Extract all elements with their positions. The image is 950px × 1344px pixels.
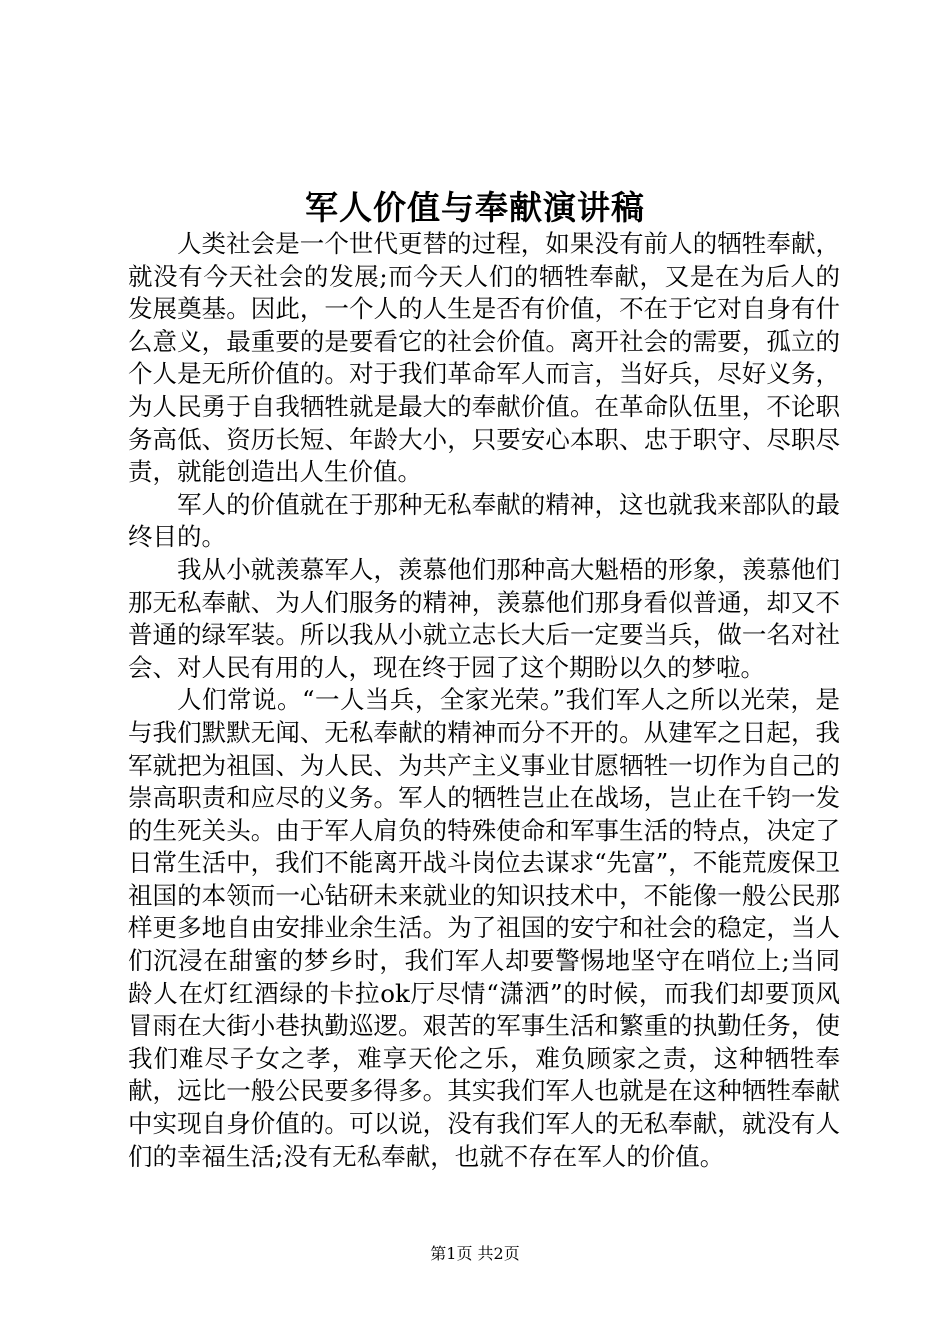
paragraph-4: 人们常说。“一人当兵，全家光荣。”我们军人之所以光荣，是与我们默默无闻、无私奉献的精神而分不开的。从建军之日起，我军就把为祖国、为人民、为共产主义事业甘愿牺牲一切作为自己的崇高职责和应尽的义务。军人的牺牲岂止在战场，岂止在千钧一发的生死关头。由于军人肩负的特殊使命和军事生活的特点，决定了日常生活中，我们不能离开战斗岗位去谋求“先富”，不能荒废保卫祖国的本领而一心钻研未来就业的知识技术中，不能像一般公民那样更多地自由安排业余生活。为了祖国的安宁和社会的稳定，当人们沉浸在甜蜜的梦乡时，我们军人却要警惕地坚守在哨位上;当同龄人在灯红酒绿的卡拉ok厅尽情“潇洒”的时候，而我们却要顶风冒雨在大街小巷执勤巡逻。艰苦的军事生活和繁重的执勤任务，使我们难尽子女之孝，难享天伦之乐，难负顾家之责，这种牺牲奉献，远比一般公民要多得多。其实我们军人也就是在这种牺牲奉献中实现自身价值的。可以说，没有我们军人的无私奉献，就没有人们的幸福生活;没有无私奉献，也就不存在军人的价值。: [128, 685, 840, 1171]
document-title: 军人价值与奉献演讲稿: [305, 188, 645, 227]
document-body: [128, 228, 840, 1173]
paragraph-1: 人类社会是一个世代更替的过程，如果没有前人的牺牲奉献，就没有今天社会的发展;而今天人们的牺牲奉献，又是在为后人的发展奠基。因此，一个人的人生是否有价值，不在于它对自身有什么意义，最重要的是要看它的社会价值。离开社会的需要，孤立的个人是无所价值的。对于我们革命军人而言，当好兵，尽好义务，为人民勇于自我牺牲就是最大的奉献价值。在革命队伍里，不论职务高低、资历长短、年龄大小，只要安心本职、忠于职守、尽职尽责，就能创造出人生价值。: [128, 229, 840, 487]
paragraph-3: 我从小就羡慕军人，羡慕他们那种高大魁梧的形象，羡慕他们那无私奉献、为人们服务的精神，羡慕他们那身看似普通，却又不普通的绿军装。所以我从小就立志长大后一定要当兵，做一名对社会、对人民有用的人，现在终于园了这个期盼以久的梦啦。: [128, 554, 840, 682]
page-footer: 第1页 共2页: [430, 1244, 520, 1263]
paragraph-2: 军人的价值就在于那种无私奉献的精神，这也就我来部队的最终目的。: [128, 489, 840, 552]
